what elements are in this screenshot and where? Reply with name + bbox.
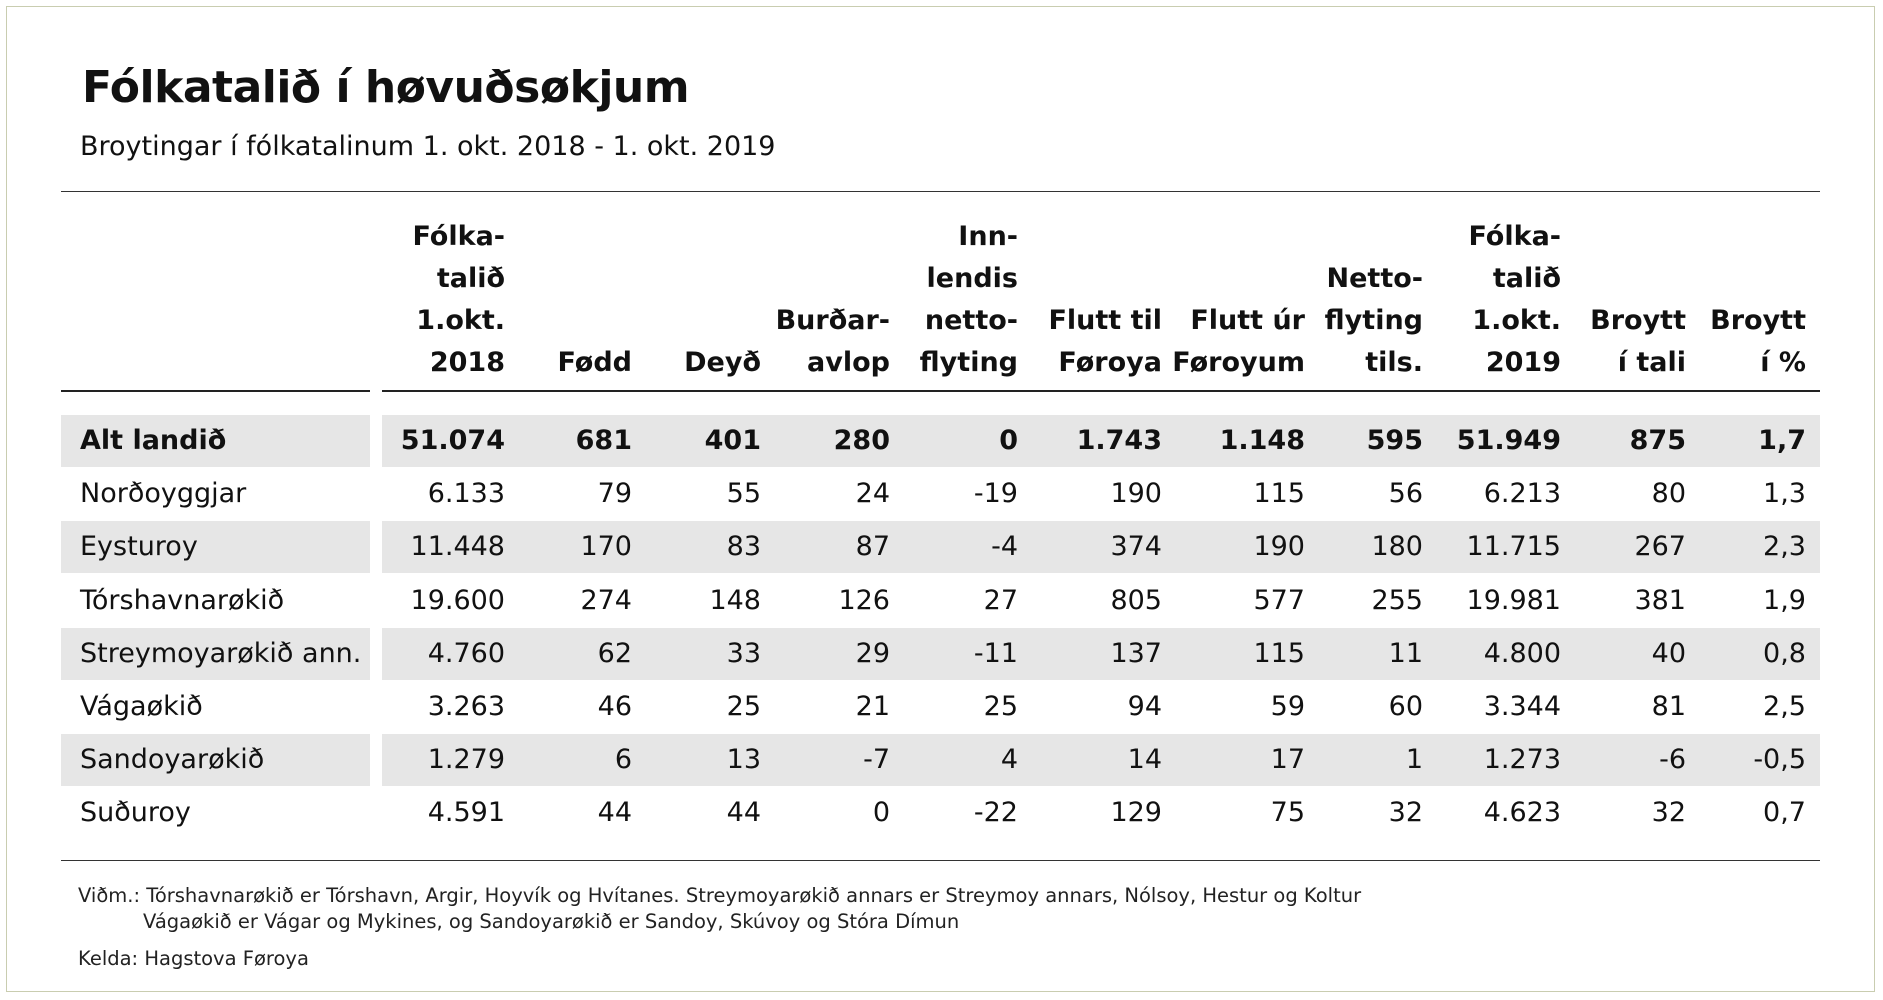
table-cell: 274 (580, 585, 632, 616)
table-cell: 80 (1651, 478, 1686, 509)
table-cell: -6 (1659, 744, 1686, 775)
table-cell: 32 (1388, 797, 1423, 828)
table-cell: 1.148 (1219, 425, 1305, 456)
row-label: Streymoyarøkið ann. (80, 638, 362, 669)
table-cell: 33 (726, 638, 761, 669)
table-cell: 75 (1270, 797, 1305, 828)
table-cell: 255 (1371, 585, 1423, 616)
table-cell: 81 (1651, 691, 1686, 722)
column-header (1172, 300, 1305, 384)
column-header-line: Broytt (1590, 305, 1686, 336)
table-cell: 44 (597, 797, 632, 828)
column-header-line: tils. (1365, 347, 1423, 378)
table-cell: 51.074 (400, 425, 505, 456)
column-header-line: 1.okt. (1472, 305, 1561, 336)
table-cell: -19 (973, 478, 1018, 509)
column-header-line: flyting (1324, 305, 1423, 336)
table-cell: 55 (726, 478, 761, 509)
table-cell: 4.760 (427, 638, 505, 669)
column-header (412, 216, 505, 384)
column-header-line: 2019 (1485, 347, 1561, 378)
table-cell: 577 (1253, 585, 1305, 616)
table-cell: 11 (1388, 638, 1423, 669)
column-header-line: Broytt (1710, 305, 1806, 336)
table-cell: 115 (1253, 478, 1305, 509)
column-header-line: Deyð (684, 347, 761, 378)
table-cell: 170 (580, 531, 632, 562)
table-cell: 51.949 (1456, 425, 1561, 456)
column-header (1590, 300, 1686, 384)
column-header (1468, 216, 1561, 384)
table-cell: 180 (1371, 531, 1423, 562)
row-label: Suðuroy (80, 797, 191, 828)
table-cell: -22 (973, 797, 1018, 828)
row-label: Norðoyggjar (80, 478, 247, 509)
column-header-line: Burðar- (775, 305, 890, 336)
column-header-line: flyting (919, 347, 1018, 378)
table-cell: -11 (973, 638, 1018, 669)
column-header-line: netto- (924, 305, 1018, 336)
table-cell: 3.263 (427, 691, 505, 722)
header-underline-right (382, 390, 1820, 392)
table-cell: 190 (1253, 531, 1305, 562)
column-header-line: 1.okt. (416, 305, 505, 336)
table-cell: 1.279 (427, 744, 505, 775)
table-cell: 4.591 (427, 797, 505, 828)
table-cell: 14 (1127, 744, 1162, 775)
column-header (1710, 300, 1806, 384)
table-cell: 44 (726, 797, 761, 828)
table-cell: 595 (1366, 425, 1423, 456)
table-cell: 1,9 (1763, 585, 1806, 616)
table-cell: -0,5 (1753, 744, 1806, 775)
table-cell: 115 (1253, 638, 1305, 669)
table-title: Fólkatalið í høvuðsøkjum (82, 62, 690, 113)
table-cell: 32 (1651, 797, 1686, 828)
table-cell: 190 (1110, 478, 1162, 509)
table-cell: 0,7 (1763, 797, 1806, 828)
column-header-line: Flutt úr (1190, 305, 1305, 336)
table-cell: 137 (1110, 638, 1162, 669)
table-cell: 1 (1405, 744, 1423, 775)
column-header-line: í % (1760, 347, 1806, 378)
row-band-right (382, 734, 1820, 786)
column-header-line: Fólka- (412, 221, 505, 252)
table-cell: 0,8 (1763, 638, 1806, 669)
table-cell: 94 (1127, 691, 1162, 722)
table-cell: 2,5 (1763, 691, 1806, 722)
table-cell: 19.981 (1466, 585, 1561, 616)
top-rule (61, 191, 1820, 192)
table-cell: 19.600 (410, 585, 505, 616)
header-underline-left (61, 390, 370, 392)
column-header-line: Fødd (557, 347, 632, 378)
table-cell: 681 (575, 425, 632, 456)
column-header (1325, 258, 1423, 384)
table-cell: -7 (863, 744, 890, 775)
table-cell: 40 (1651, 638, 1686, 669)
table-cell: 11.448 (410, 531, 505, 562)
table-cell: 148 (709, 585, 761, 616)
table-cell: 25 (983, 691, 1018, 722)
table-cell: 59 (1270, 691, 1305, 722)
table-cell: 0 (872, 797, 890, 828)
table-subtitle: Broytingar í fólkatalinum 1. okt. 2018 - 1. okt. 2019 (80, 131, 776, 162)
table-cell: 83 (726, 531, 761, 562)
column-header-line: í tali (1617, 347, 1686, 378)
table-cell: 4 (1000, 744, 1018, 775)
table-cell: 27 (983, 585, 1018, 616)
table-cell: 21 (855, 691, 890, 722)
column-header-line: Netto- (1326, 263, 1423, 294)
column-header-line: lendis (926, 263, 1018, 294)
table-cell: 79 (597, 478, 632, 509)
table-cell: 17 (1270, 744, 1305, 775)
column-header-line: Føroya (1058, 347, 1162, 378)
bottom-rule (61, 860, 1820, 861)
table-cell: 56 (1388, 478, 1423, 509)
table-cell: 875 (1629, 425, 1686, 456)
column-header (557, 342, 632, 384)
table-cell: 381 (1634, 585, 1686, 616)
table-cell: 11.715 (1466, 531, 1561, 562)
table-cell: 29 (855, 638, 890, 669)
source-note: Kelda: Hagstova Føroya (78, 947, 309, 970)
table-cell: 805 (1110, 585, 1162, 616)
table-cell: 13 (726, 744, 761, 775)
column-header (1048, 300, 1162, 384)
table-cell: 6 (614, 744, 632, 775)
column-header-line: Flutt til (1048, 305, 1162, 336)
column-header-line: Føroyum (1172, 347, 1305, 378)
table-cell: 374 (1110, 531, 1162, 562)
table-cell: 60 (1388, 691, 1423, 722)
table-cell: 126 (838, 585, 890, 616)
table-cell: 2,3 (1763, 531, 1806, 562)
column-header-line: 2018 (429, 347, 505, 378)
column-header-line: avlop (807, 347, 890, 378)
table-cell: 1.743 (1076, 425, 1162, 456)
table-cell: 0 (999, 425, 1018, 456)
table-cell: 4.800 (1483, 638, 1561, 669)
table-cell: 3.344 (1483, 691, 1561, 722)
column-header (776, 300, 890, 384)
table-cell: 87 (855, 531, 890, 562)
table-cell: 6.133 (427, 478, 505, 509)
table-cell: 24 (855, 478, 890, 509)
row-label: Vágaøkið (80, 691, 203, 722)
table-cell: 280 (833, 425, 890, 456)
table-cell: 1,7 (1758, 425, 1806, 456)
note-line-2: Vágaøkið er Vágar og Mykines, og Sandoyarøkið er Sandoy, Skúvoy og Stóra Dímun (143, 910, 960, 933)
row-label: Eysturoy (80, 531, 198, 562)
table-cell: 267 (1634, 531, 1686, 562)
column-header-line: Inn- (958, 221, 1018, 252)
column-header-line: talið (1492, 263, 1561, 294)
note-line-1: Viðm.: Tórshavnarøkið er Tórshavn, Argir, Hoyvík og Hvítanes. Streymoyarøkið annars er Streymoy annars, Nólsoy, Hestur og Koltur (78, 884, 1362, 907)
table-cell: -4 (991, 531, 1018, 562)
table-cell: 46 (597, 691, 632, 722)
table-cell: 25 (726, 691, 761, 722)
table-cell: 401 (704, 425, 761, 456)
table-cell: 1.273 (1483, 744, 1561, 775)
column-header-line: Fólka- (1468, 221, 1561, 252)
table-cell: 1,3 (1763, 478, 1806, 509)
column-header-line: talið (436, 263, 505, 294)
column-header (920, 216, 1018, 384)
column-header (684, 342, 761, 384)
table-cell: 62 (597, 638, 632, 669)
table-cell: 4.623 (1483, 797, 1561, 828)
table-cell: 129 (1110, 797, 1162, 828)
row-label: Sandoyarøkið (80, 744, 265, 775)
table-cell: 6.213 (1483, 478, 1561, 509)
row-label: Alt landið (80, 425, 227, 456)
row-label: Tórshavnarøkið (80, 585, 285, 616)
